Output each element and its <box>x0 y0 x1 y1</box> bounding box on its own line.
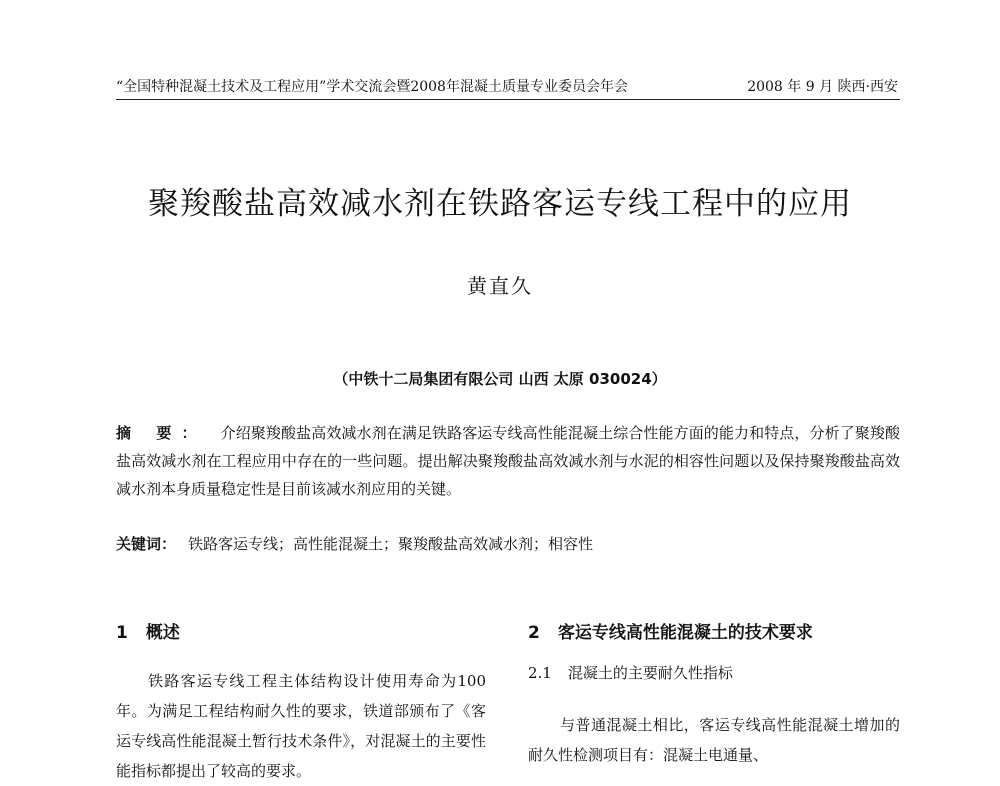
abstract-text: 介绍聚羧酸盐高效减水剂在满足铁路客运专线高性能混凝土综合性能方面的能力和特点，分析了聚羧酸盐高效减水剂在工程应用中存在的一些问题。提出解决聚羧酸盐高效减水剂与水泥的相容性问题以及保持聚羧酸盐高效减水剂本身质量稳定性是目前该减水剂应用的关键。 <box>116 424 900 498</box>
section-2-number: 2 <box>528 623 540 643</box>
subsection-2-1-title: 混凝土的主要耐久性指标 <box>567 664 733 682</box>
right-column <box>528 620 900 770</box>
keywords-text: 铁路客运专线；高性能混凝土；聚羧酸盐高效减水剂；相容性 <box>188 535 594 553</box>
keywords <box>116 532 900 556</box>
section-2-title: 客运专线高性能混凝土的技术要求 <box>557 623 813 643</box>
running-header <box>116 78 900 100</box>
paper-title: 聚羧酸盐高效减水剂在铁路客运专线工程中的应用 <box>148 186 852 222</box>
section-1-paragraph: 铁路客运专线工程主体结构设计使用寿命为100年。为满足工程结构耐久性的要求，铁道部颁布了《客运专线高性能混凝土暂行技术条件》，对混凝土的主要性能指标都提出了较高的要求。 <box>116 672 486 780</box>
header-conference: “全国特种混凝土技术及工程应用”学术交流会暨2008年混凝土质量专业委员会年会 <box>116 79 628 95</box>
section-1-title: 概述 <box>145 623 180 643</box>
section-1-heading <box>116 620 486 646</box>
section-2-paragraph: 与普通混凝土相比，客运专线高性能混凝土增加的耐久性检测项目有：混凝土电通量、 <box>528 716 900 764</box>
header-date-place: 2008 年 9 月 陕西·西安 <box>747 79 898 95</box>
keywords-label: 关键词： <box>116 535 177 553</box>
section-2-heading <box>528 620 900 646</box>
subsection-2-1-number: 2.1 <box>528 664 552 682</box>
subsection-2-1-heading <box>528 662 900 684</box>
section-1-number: 1 <box>116 623 128 643</box>
abstract <box>116 419 900 503</box>
left-column <box>116 620 486 786</box>
author-name: 黄直久 <box>467 274 533 298</box>
author-affiliation: （中铁十二局集团有限公司 山西 太原 030024） <box>333 370 667 388</box>
abstract-label: 摘 要： <box>116 424 207 442</box>
